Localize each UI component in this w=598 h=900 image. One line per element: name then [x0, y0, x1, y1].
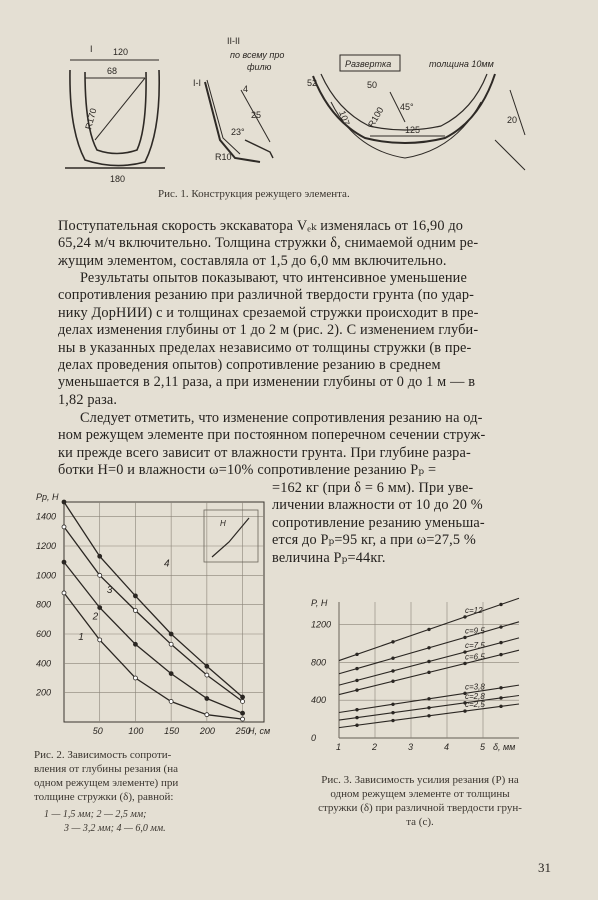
- data-point: [463, 709, 466, 712]
- data-point: [133, 642, 137, 646]
- data-point: [427, 646, 430, 649]
- y-tick-label: 400: [311, 695, 327, 706]
- data-point: [205, 664, 209, 668]
- data-point: [427, 697, 430, 700]
- series-label: c=3,8: [465, 682, 485, 692]
- data-point: [133, 676, 137, 680]
- data-point: [169, 672, 173, 676]
- paragraph-2: [58, 270, 552, 409]
- fig1-dim-125: 125: [405, 125, 421, 135]
- fig1-dim-50: 50: [367, 80, 378, 90]
- data-point: [391, 669, 394, 672]
- paragraph-4: [272, 480, 554, 567]
- caption-line: Рис. 2. Зависимость сопроти-: [34, 749, 172, 761]
- text-line: делах изменения глубины от 1 до 2 м (рис. 2). С изменением глуби-: [58, 322, 479, 339]
- fig1-angle-23: 23°: [231, 127, 245, 137]
- series-line: [64, 593, 243, 719]
- data-point: [205, 673, 209, 677]
- inset-slope: [212, 518, 249, 557]
- data-point: [169, 632, 173, 636]
- data-point: [427, 706, 430, 709]
- data-point: [98, 638, 102, 642]
- figure-3-caption: [275, 773, 565, 829]
- fig1-r10: R10: [215, 152, 232, 162]
- text-line: сопротивление резанию уменьша-: [272, 514, 485, 531]
- fig1-dim-4: 4: [243, 84, 249, 94]
- fig1-section-note2: филю: [247, 62, 272, 72]
- caption-line: вления от глубины резания (на: [34, 763, 178, 775]
- data-point: [355, 724, 358, 727]
- curve-label: 4: [164, 558, 170, 570]
- data-point: [241, 717, 245, 721]
- figure-1-drawing: [55, 30, 555, 185]
- data-point: [391, 680, 394, 683]
- text-line: величина Pₚ=44кг.: [272, 549, 386, 566]
- text-line: уменьшается в 2,11 раза, а при изменении глубины от 0 до 1 м — в: [58, 374, 476, 391]
- x-tick-label: 1: [336, 742, 342, 752]
- fig1-r170: R170: [83, 107, 99, 131]
- fig1-dim-107: 107: [337, 109, 352, 127]
- x-tick-label: 150: [164, 726, 180, 736]
- data-point: [391, 656, 394, 659]
- x-tick-label: 200: [199, 726, 215, 736]
- paragraph-3: [58, 410, 552, 480]
- data-point: [463, 615, 466, 618]
- caption-line: 3 — 3,2 мм; 4 — 6,0 мм.: [64, 823, 166, 834]
- data-point: [169, 699, 173, 703]
- data-point: [463, 662, 466, 665]
- curve-label: 1: [78, 631, 84, 643]
- series-label: c=2,8: [465, 691, 485, 701]
- text-line: жущим элементом, составляла от 1,5 до 6,0 мм включительно.: [58, 252, 447, 269]
- data-point: [98, 554, 102, 558]
- x-tick-label: 250: [235, 726, 251, 736]
- fig1-angle-45: 45°: [400, 102, 414, 112]
- data-point: [205, 713, 209, 717]
- y-tick-label: 1000: [36, 570, 57, 581]
- series-label: c=12: [465, 605, 483, 615]
- series-label: c=9,5: [465, 626, 485, 636]
- page-number: 31: [538, 860, 551, 875]
- data-point: [499, 625, 502, 628]
- data-point: [391, 703, 394, 706]
- data-point: [427, 628, 430, 631]
- caption-line: одном режущем элементе) при: [34, 777, 179, 789]
- x-axis-label: δ, мм: [493, 742, 516, 752]
- text-line: Поступательная скорость экскаватора Vₑₖ изменялась от 16,90 до: [58, 218, 464, 234]
- caption-line: одном режущем элементе от толщины: [330, 788, 510, 800]
- x-tick-label: 3: [408, 742, 414, 752]
- text-line: ном режущем элементе при постоянном поперечном сечении струж-: [58, 427, 486, 444]
- data-point: [62, 560, 66, 564]
- text-line: Следует отметить, что изменение сопротивления резанию на од-: [80, 410, 483, 426]
- data-point: [355, 667, 358, 670]
- data-point: [133, 609, 137, 613]
- text-line: ны в указанных пределах независимо от толщины стружки (в пре-: [58, 339, 472, 356]
- y-tick-label: 1200: [36, 541, 57, 551]
- fig1-dim-inner: 68: [107, 66, 118, 76]
- text-line: ботки H=0 и влажности ω=10% сопротивление резанию Pₚ =: [58, 462, 437, 479]
- figure-3-chart: [305, 588, 540, 768]
- fig1-section-i: I-I: [193, 78, 201, 88]
- data-point: [241, 699, 245, 703]
- data-point: [355, 653, 358, 656]
- x-axis-label: Н, см: [248, 726, 271, 736]
- fig1-dim-bottom: 180: [110, 174, 126, 184]
- fig1-r100: R100: [366, 105, 386, 129]
- data-point: [205, 697, 209, 701]
- data-point: [62, 591, 66, 595]
- data-point: [463, 636, 466, 639]
- y-axis-label: Pр, Н: [36, 492, 59, 502]
- fig1-dim-top: 120: [113, 47, 129, 57]
- y-tick-label: 400: [36, 658, 52, 669]
- fig1-dim-20: 20: [507, 115, 518, 125]
- data-point: [241, 695, 245, 699]
- text-line: ки прежде всего зависит от влажности грунта. При глубине разра-: [58, 444, 471, 461]
- data-point: [427, 660, 430, 663]
- data-point: [499, 705, 502, 708]
- caption-line: та (c).: [406, 816, 434, 828]
- fig1-razvertka: Развертка: [345, 59, 392, 69]
- data-point: [355, 679, 358, 682]
- fig1-thickness: толщина 10мм: [429, 59, 494, 69]
- data-point: [133, 594, 137, 598]
- text-line: делах проведения опытов) сопротивление резанию в среднем: [58, 357, 441, 374]
- fig1-section-ii: II-II: [227, 36, 240, 46]
- text-line: личении влажности от 10 до 20 %: [272, 497, 483, 514]
- y-tick-label: 0: [311, 733, 317, 743]
- data-point: [355, 716, 358, 719]
- data-point: [391, 640, 394, 643]
- y-axis-label: P, Н: [311, 598, 328, 608]
- text-line: Результаты опытов показывают, что интенсивное уменьшение: [80, 270, 467, 286]
- text-line: 1,82 раза.: [58, 391, 118, 408]
- y-tick-label: 1200: [311, 619, 332, 630]
- series-label: c=2,5: [465, 700, 485, 710]
- text-line: сопротивления резанию при различной твердости грунта (по удар-: [58, 287, 475, 304]
- fig1-section-note1: по всему про: [230, 50, 285, 60]
- y-tick-label: 1400: [36, 511, 57, 522]
- y-tick-label: 800: [36, 599, 52, 610]
- series-label: c=7,5: [465, 641, 485, 651]
- y-tick-label: 200: [36, 687, 52, 698]
- figure-2-chart: [30, 488, 272, 750]
- data-point: [391, 711, 394, 714]
- x-tick-label: 5: [480, 742, 486, 752]
- data-point: [98, 606, 102, 610]
- data-point: [427, 714, 430, 717]
- data-point: [499, 696, 502, 699]
- figure-1-caption: Рис. 1. Конструкция режущего элемента.: [158, 188, 350, 200]
- data-point: [62, 525, 66, 529]
- series-line: [64, 502, 243, 697]
- data-point: [499, 603, 502, 606]
- data-point: [241, 711, 245, 715]
- x-tick-label: 2: [372, 742, 378, 752]
- fig1-dim-52: 52: [307, 78, 318, 88]
- inset-frame: [204, 510, 258, 562]
- data-point: [169, 642, 173, 646]
- text-line: ется до Pₚ=95 кг, а при ω=27,5 %: [272, 532, 476, 549]
- text-line: 65,24 м/ч включительно. Толщина стружки δ, снимаемой одним ре-: [58, 235, 479, 252]
- caption-line: стружки (δ) при различной твердости грун-: [318, 802, 522, 814]
- x-tick-label: 100: [128, 726, 144, 736]
- caption-line: толщине стружки (δ), равной:: [34, 791, 174, 803]
- data-point: [355, 688, 358, 691]
- fig1-dim-25: 25: [251, 110, 262, 120]
- caption-line: Рис. 3. Зависимость усилия резания (P) на: [321, 774, 519, 786]
- data-point: [355, 708, 358, 711]
- data-point: [427, 671, 430, 674]
- data-point: [499, 641, 502, 644]
- x-tick-label: 50: [92, 726, 103, 736]
- curve-label: 3: [106, 584, 113, 596]
- series-label: c=6,5: [465, 652, 485, 662]
- data-point: [499, 686, 502, 689]
- paragraph-1: [58, 218, 552, 270]
- data-point: [391, 719, 394, 722]
- data-point: [98, 573, 102, 577]
- y-tick-label: 800: [311, 657, 327, 668]
- inset-label: H: [220, 519, 226, 528]
- data-point: [499, 653, 502, 656]
- y-tick-label: 600: [36, 629, 52, 639]
- curve-label: 2: [92, 611, 99, 623]
- text-line: нику ДорНИИ) c и толщинах срезаемой стружки происходит в пре-: [58, 304, 479, 321]
- x-tick-label: 4: [444, 742, 450, 752]
- figure-2-caption: [34, 748, 264, 836]
- caption-line: 1 — 1,5 мм; 2 — 2,5 мм;: [44, 809, 147, 820]
- fig1-mark-i: I: [90, 44, 93, 54]
- text-line: =162 кг (при δ = 6 мм). При уве-: [272, 480, 474, 496]
- data-point: [62, 500, 66, 504]
